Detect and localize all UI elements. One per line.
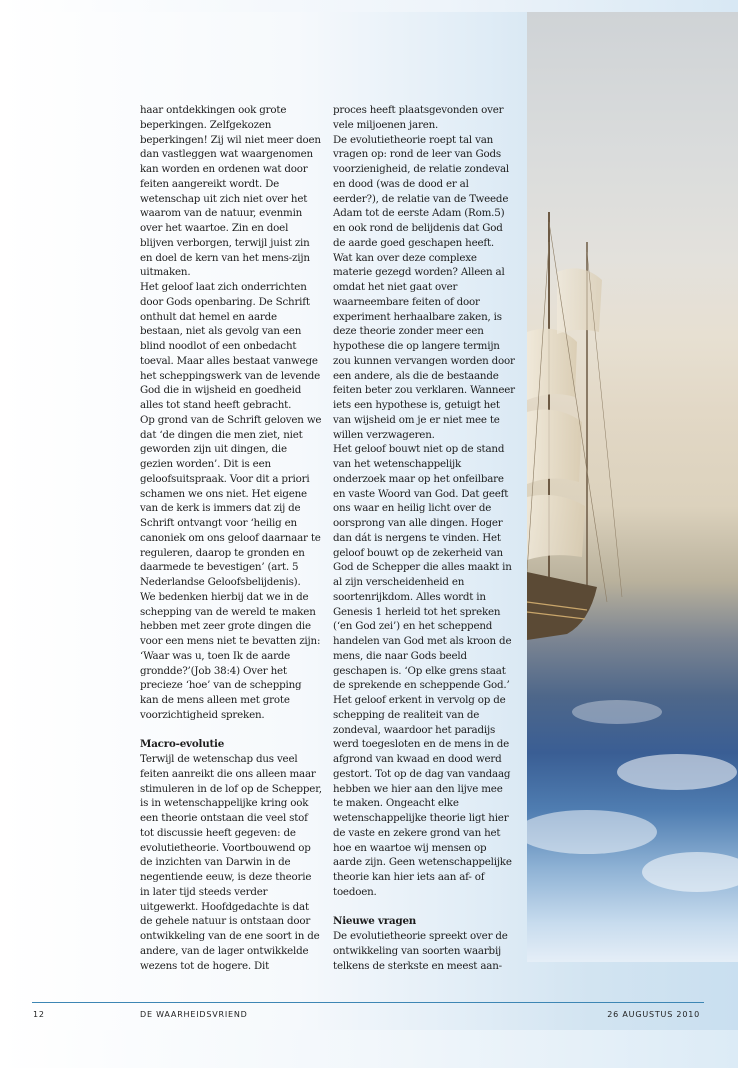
paragraph: Op grond van de Schrift geloven we dat ‘de dingen die men ziet, niet geworden zijn uit dingen, die gezien worden’. Dit is een geloofsuitspraak. Voor dit a priori schamen we ons niet. Het eigene van de kerk is immers dat zij de Schrift ontvangt voor ‘heilig en canoniek om ons geloof daarnaar te reguleren, daarop te gronden en daarmede te bevestigen’ (art. 5 Nederlandse Geloofsbelijdenis). — [140, 413, 322, 588]
section-heading: Macro-evolutie — [140, 738, 225, 751]
publication-name: DE WAARHEIDSVRIEND — [140, 1010, 248, 1019]
ship-illustration-icon — [527, 12, 738, 962]
paragraph: Terwijl de wetenschap dus veel feiten aanreikt die ons alleen maar stimuleren in de lof op de Schepper, is in wetenschappelijke kring ook een theorie ontstaan die veel stof tot discussie heeft gegeven: de evolutietheorie. Voortbouwend op de inzichten van Darwin in de negentiende eeuw, is deze theorie in later tijd steeds verder uitgewerkt. Hoofdgedachte is dat de gehele natuur is ontstaan door ontwikkeling van de ene soort in de andere, van de lager ontwikkelde wezens tot de hogere. Dit — [140, 753, 322, 972]
issue-date: 26 AUGUSTUS 2010 — [607, 1010, 700, 1019]
paragraph: haar ontdekkingen ook grote beperkingen. Zelfgekozen beperkingen! Zij wil niet meer doen dan vastleggen wat waargenomen kan worden en ordenen wat door feiten aangereikt wordt. De wetenschap uit zich niet over het waarom van de natuur, evenmin over het waartoe. Zin en doel blijven verborgen, terwijl juist zin en doel de kern van het mens-zijn uitmaken. — [140, 104, 321, 279]
section-heading: Nieuwe vragen — [333, 915, 417, 928]
sailing-ship-earth-illustration — [527, 12, 738, 962]
paragraph: Het geloof bouwt niet op de stand van het wetenschappelijk onderzoek maar op het onfeilbare en vaste Woord van God. Dat geeft ons waar en heilig licht over de oorsprong van alle dingen. Hoger dan dát is nergens te vinden. Het geloof bouwt op de zekerheid van God de Schepper die alles maakt in al zijn verscheidenheid en soortenrijkdom. Alles wordt in Genesis 1 herleid tot het spreken (‘en God zei’) en het scheppend handelen van God met als kroon de mens, die naar Gods beeld geschapen is. ‘Op elke grens staat de sprekende en scheppende God.’ — [333, 443, 512, 692]
bottom-band — [0, 1030, 738, 1068]
paragraph: De evolutietheorie roept tal van vragen op: rond de leer van Gods voorzienigheid, de relatie zondeval en dood (was de dood er al eerder?), de relatie van de Tweede Adam tot de eerste Adam (Rom.5) en ook rond de belijdenis dat God de aarde goed geschapen heeft. Wat kan over deze complexe materie gezegd worden? Alleen al omdat het niet gaat over waarneembare feiten of door experiment herhaalbare zaken, is deze theorie zonder meer een hypothese die op langere termijn zou kunnen vervangen worden door een andere, als die de bestaande feiten beter zou verklaren. Wanneer iets een hypothese is, getuigt het van wijsheid om je er niet mee te willen verzwageren. — [333, 133, 515, 441]
page-number: 12 — [33, 1010, 45, 1019]
text-column-right — [333, 103, 515, 973]
paragraph: Het geloof erkent in vervolg op de schepping de realiteit van de zondeval, waardoor het paradijs werd toegesloten en de mens in de afgrond van kwaad en dood werd gestort. Tot op de dag van vandaag hebben we hier aan den lijve mee te maken. Ongeacht elke wetenschappelijke theorie ligt hier de vaste en zekere grond van het hoe en waartoe wij mensen op aarde zijn. Geen wetenschappelijke theorie kan hier iets aan af- of toedoen. — [333, 694, 512, 898]
paragraph: De evolutietheorie spreekt over de ontwikkeling van soorten waarbij telkens de sterkste en meest aan- — [333, 930, 508, 972]
paragraph: Het geloof laat zich onderrichten door Gods openbaring. De Schrift onthult dat hemel en aarde bestaan, niet als gevolg van een blind noodlot of een onbedacht toeval. Maar alles bestaat vanwege het scheppingswerk van de levende God die in wijsheid en goedheid alles tot stand heeft gebracht. — [140, 281, 321, 411]
footer-divider — [32, 1002, 704, 1003]
text-column-left — [140, 103, 322, 973]
top-band — [0, 0, 738, 12]
paragraph: proces heeft plaatsgevonden over vele miljoenen jaren. — [333, 104, 504, 131]
paragraph: We bedenken hierbij dat we in de schepping van de wereld te maken hebben met zeer grote dingen die voor een mens niet te bevatten zijn: ‘Waar was u, toen Ik de aarde grondde?’(Job 38:4) Over het precieze ‘hoe’ van de schepping kan de mens alleen met grote voorzichtigheid spreken. — [140, 590, 321, 721]
